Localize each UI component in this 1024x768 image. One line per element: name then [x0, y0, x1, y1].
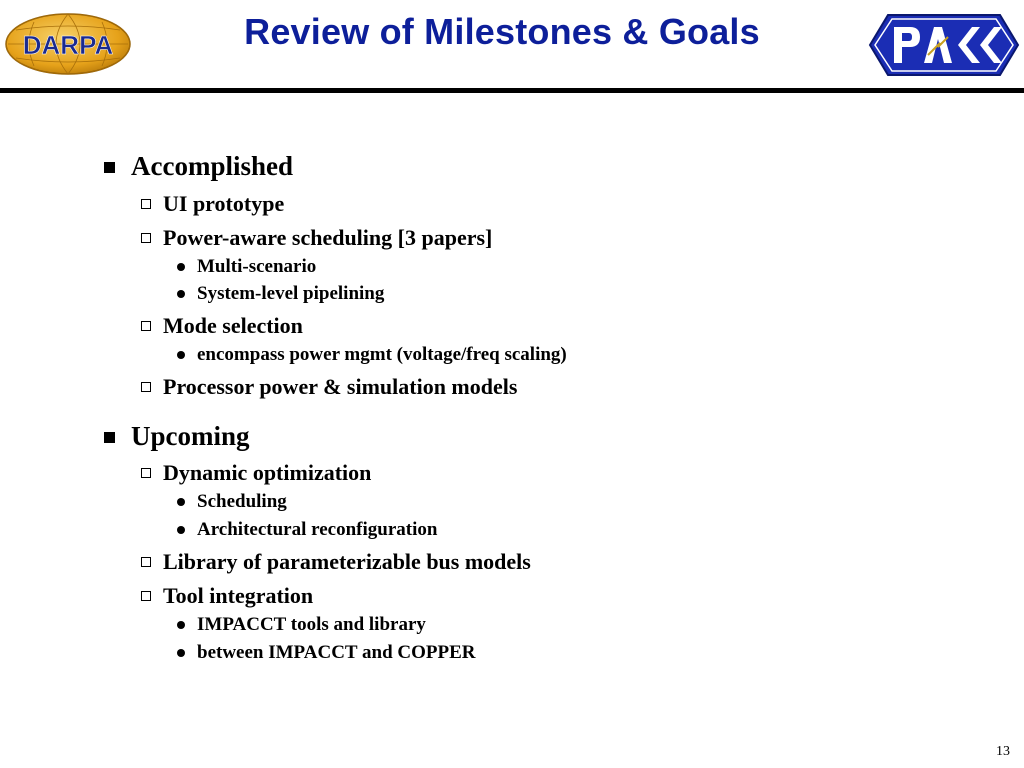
hollow-square-bullet-icon: [141, 591, 151, 601]
section-label: Upcoming: [131, 421, 250, 451]
hollow-square-bullet-icon: [141, 233, 151, 243]
dot-bullet-icon: [177, 498, 185, 506]
outline-level1-accomplished: [131, 150, 293, 182]
item-label: Dynamic optimization: [163, 460, 372, 485]
item-label: Library of parameterizable bus models: [163, 549, 531, 574]
outline-level2-item: [163, 313, 303, 339]
outline-level2-item: [163, 460, 371, 486]
hollow-square-bullet-icon: [141, 321, 151, 331]
title-divider: [0, 88, 1024, 93]
pacc-logo: [868, 13, 1020, 77]
page-number: 13: [996, 744, 1010, 759]
subitem-label: Scheduling: [197, 491, 287, 512]
item-label: Processor power & simulation models: [163, 374, 518, 399]
outline-level3-item: [197, 614, 426, 636]
outline-level2-item: [163, 583, 313, 609]
hollow-square-bullet-icon: [141, 468, 151, 478]
slide-title: Review of Milestones & Goals: [244, 11, 760, 52]
dot-bullet-icon: [177, 621, 185, 629]
outline-level3-item: [197, 491, 287, 513]
dot-bullet-icon: [177, 526, 185, 534]
section-label: Accomplished: [131, 151, 293, 181]
item-label: Power-aware scheduling [3 papers]: [163, 225, 493, 250]
outline-level1-upcoming: [131, 420, 250, 452]
svg-text:DARPA: DARPA: [22, 30, 114, 60]
hollow-square-bullet-icon: [141, 382, 151, 392]
hollow-square-bullet-icon: [141, 199, 151, 209]
item-label: Mode selection: [163, 313, 303, 338]
subitem-label: Architectural reconfiguration: [197, 519, 438, 540]
subitem-label: Multi-scenario: [197, 256, 317, 277]
subitem-label: System-level pipelining: [197, 283, 385, 304]
hollow-square-bullet-icon: [141, 557, 151, 567]
outline-level2-item: [163, 374, 517, 400]
outline-level2-item: [163, 225, 492, 251]
outline-level3-item: [197, 283, 384, 305]
item-label: UI prototype: [163, 191, 285, 216]
square-bullet-icon: [104, 162, 115, 173]
dot-bullet-icon: [177, 263, 185, 271]
square-bullet-icon: [104, 432, 115, 443]
outline-level2-item: [163, 549, 531, 575]
subitem-label: IMPACCT tools and library: [197, 614, 426, 635]
subitem-label: between IMPACCT and COPPER: [197, 642, 476, 663]
dot-bullet-icon: [177, 290, 185, 298]
item-label: Tool integration: [163, 583, 314, 608]
outline-level3-item: [197, 642, 476, 664]
subitem-label: encompass power mgmt (voltage/freq scaling): [197, 344, 567, 365]
outline-level2-item: [163, 191, 284, 217]
outline-level3-item: [197, 344, 567, 366]
outline-level3-item: [197, 256, 316, 278]
dot-bullet-icon: [177, 649, 185, 657]
outline-level3-item: [197, 519, 437, 541]
dot-bullet-icon: [177, 351, 185, 359]
